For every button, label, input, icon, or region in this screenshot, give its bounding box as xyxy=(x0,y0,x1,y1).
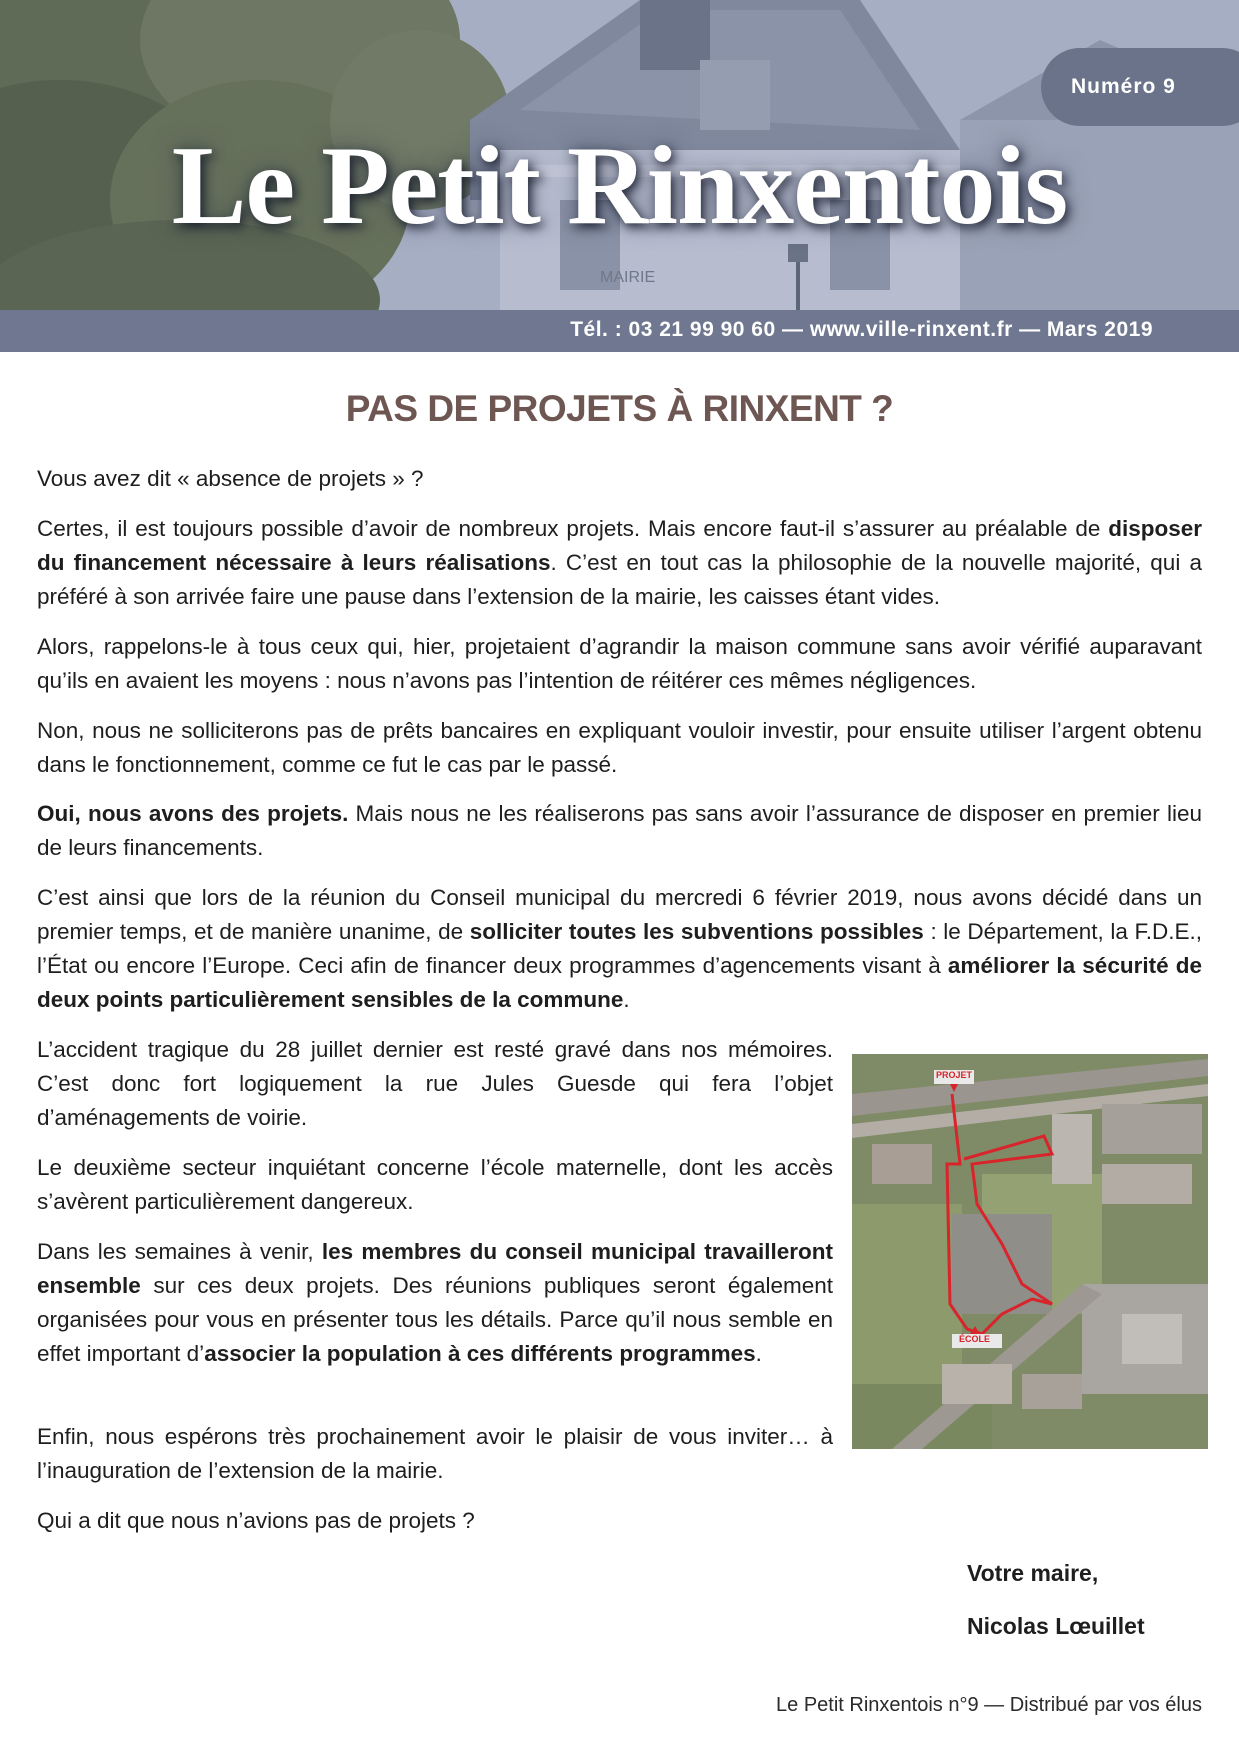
signature-name: Nicolas Lœuillet xyxy=(967,1613,1145,1639)
aerial-map-photo xyxy=(852,1054,1208,1449)
paragraph-4: Non, nous ne solliciterons pas de prêts bancaires en expliquant vouloir investir, pour ensuite utiliser l’argent obtenu dans le fonctionnement, comme ce fut le cas par le passé. xyxy=(37,718,1202,777)
paragraph-3: Alors, rappelons-le à tous ceux qui, hier, projetaient d’agrandir la maison commune sans avoir vérifié auparavant qu’ils en avaient les moyens : nous n’avons pas l’intention de réitérer ces mêmes négligences. xyxy=(37,634,1202,693)
masthead-banner xyxy=(0,0,1239,352)
paragraph-5: Oui, nous avons des projets. Mais nous ne les réaliserons pas sans avoir l’assurance de disposer en premier lieu de leurs financements. xyxy=(37,801,1202,860)
issue-number: Numéro 9 xyxy=(1071,75,1176,98)
svg-text:MAIRIE: MAIRIE xyxy=(600,269,656,286)
paragraph-9: Dans les semaines à venir, les membres du conseil municipal travailleront ensemble sur ces deux projets. Des réunions publiques seront également organisées pour vous en présenter tous les détails. Parce qu’il nous semble en effet important d’associer la population à ces différents programmes. xyxy=(37,1239,833,1366)
paragraph-8: Le deuxième secteur inquiétant concerne l’école maternelle, dont les accès s’avèrent particulièrement dangereux. xyxy=(37,1155,833,1214)
masthead-title: Le Petit Rinxentois xyxy=(171,124,1068,248)
contact-bar xyxy=(0,310,1239,352)
contact-line: Tél. : 03 21 99 90 60 — www.ville-rinxent.fr — Mars 2019 xyxy=(570,318,1153,341)
article-title: PAS DE PROJETS À RINXENT ? xyxy=(345,388,894,429)
issue-number-badge xyxy=(1041,48,1239,126)
map-label-school: ÉCOLE xyxy=(959,1334,991,1344)
paragraph-2: Certes, il est toujours possible d’avoir de nombreux projets. Mais encore faut-il s’assurer au préalable de disposer du financement nécessaire à leurs réalisations. C’est en tout cas la philosophie de la nouvelle majorité, qui a préféré à son arrivée faire une pause dans l’extension de la mairie, les caisses étant vides. xyxy=(37,516,1202,609)
paragraph-6: C’est ainsi que lors de la réunion du Conseil municipal du mercredi 6 février 2019, nous avons décidé dans un premier temps, et de manière unanime, de solliciter toutes les subventions possibles : le Département, la F.D.E., l’État ou encore l’Europe. Ceci afin de financer deux programmes d’agencements visant à améliorer la sécurité de deux points particulièrement sensibles de la commune. xyxy=(37,885,1202,1012)
paragraph-10: Enfin, nous espérons très prochainement avoir le plaisir de vous inviter… à l’inauguration de l’extension de la mairie. xyxy=(37,1424,833,1483)
signature-closing: Votre maire, xyxy=(967,1560,1099,1586)
map-label-project: PROJET xyxy=(936,1070,973,1080)
page-footer: Le Petit Rinxentois n°9 — Distribué par vos élus xyxy=(776,1694,1202,1716)
paragraph-11: Qui a dit que nous n’avions pas de projets ? xyxy=(37,1508,475,1533)
paragraph-1: Vous avez dit « absence de projets » ? xyxy=(37,466,424,491)
paragraph-7: L’accident tragique du 28 juillet dernier est resté gravé dans nos mémoires. C’est donc fort logiquement la rue Jules Guesde qui fera l’objet d’aménagements de voirie. xyxy=(37,1037,833,1130)
aerial-map-image xyxy=(852,1054,1208,1449)
